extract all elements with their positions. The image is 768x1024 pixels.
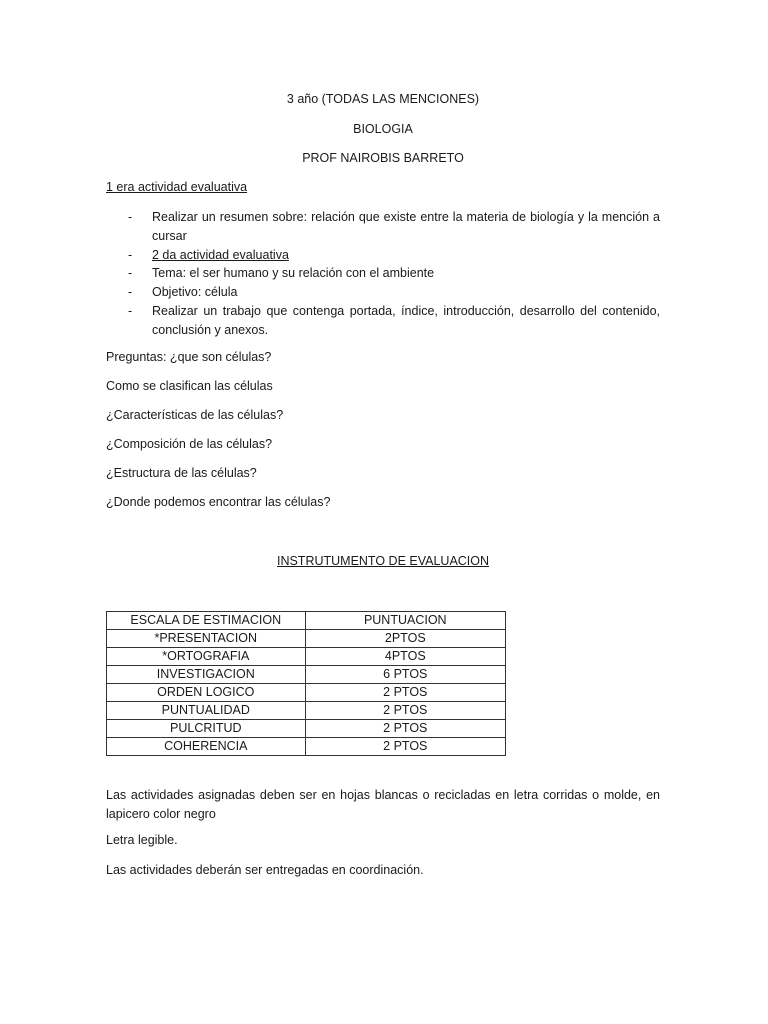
activity-list: [106, 208, 660, 340]
question-line: ¿Donde podemos encontrar las células?: [106, 495, 331, 509]
second-activity-title: 2 da actividad evaluativa: [152, 247, 289, 262]
table-cell: 2 PTOS: [305, 738, 505, 756]
bullet-dash: -: [128, 285, 133, 300]
table-header-cell: PUNTUACION: [305, 612, 505, 630]
list-item: [106, 246, 660, 265]
table-cell: *ORTOGRAFIA: [107, 648, 306, 666]
table-cell: ORDEN LOGICO: [107, 684, 306, 702]
grade-heading: 3 año (TODAS LAS MENCIONES): [286, 92, 480, 106]
list-item-text: Objetivo: célula: [152, 285, 238, 300]
table-row: [107, 720, 506, 738]
first-activity-title: 1 era actividad evaluativa: [106, 180, 248, 194]
list-item-text: Realizar un resumen sobre: relación que existe entre la materia de biología y la mención a cursar: [152, 210, 660, 243]
instrument-title: INSTRUTUMENTO DE EVALUACION: [276, 554, 490, 568]
list-item-text: Tema: el ser humano y su relación con el ambiente: [152, 266, 435, 281]
table-row: [107, 630, 506, 648]
subject-heading: BIOLOGIA: [353, 122, 413, 136]
table-cell: PUNTUALIDAD: [107, 702, 306, 720]
question-line: ¿Estructura de las células?: [106, 466, 257, 480]
evaluation-table: [106, 611, 506, 756]
table-row: [107, 738, 506, 756]
bullet-dash: -: [128, 210, 133, 224]
list-item: [106, 208, 660, 246]
table-cell: COHERENCIA: [107, 738, 306, 756]
table-cell: 2 PTOS: [305, 684, 505, 702]
list-item: [106, 264, 660, 283]
table-row: [107, 648, 506, 666]
bullet-dash: -: [128, 303, 133, 318]
note-paragraph: Letra legible.: [106, 833, 178, 847]
table-cell: *PRESENTACION: [107, 630, 306, 648]
teacher-heading: PROF NAIROBIS BARRETO: [302, 151, 464, 165]
list-item: [106, 302, 660, 340]
question-line: Como se clasifican las células: [106, 379, 273, 393]
table-cell: 4PTOS: [305, 648, 505, 666]
table-cell: 2 PTOS: [305, 720, 505, 738]
table-row: [107, 666, 506, 684]
table-row: [107, 702, 506, 720]
table-header-row: [107, 612, 506, 630]
note-paragraph: Las actividades asignadas deben ser en hojas blancas o recicladas en letra corridas o molde, en lapicero color negro: [106, 788, 660, 821]
question-line: ¿Características de las células?: [106, 408, 284, 422]
bullet-dash: -: [128, 266, 133, 281]
table-cell: 2PTOS: [305, 630, 505, 648]
table-cell: 2 PTOS: [305, 702, 505, 720]
list-item-text: Realizar un trabajo que contenga portada, índice, introducción, desarrollo del contenido, conclusión y anexos.: [152, 303, 660, 337]
list-item: [106, 283, 660, 302]
question-line: ¿Composición de las células?: [106, 437, 273, 451]
note-paragraph: Las actividades deberán ser entregadas en coordinación.: [106, 863, 424, 877]
table-cell: PULCRITUD: [107, 720, 306, 738]
table-cell: 6 PTOS: [305, 666, 505, 684]
question-line: Preguntas: ¿que son células?: [106, 350, 272, 364]
table-header-cell: ESCALA DE ESTIMACION: [107, 612, 306, 630]
bullet-dash: -: [128, 247, 133, 262]
table-cell: INVESTIGACION: [107, 666, 306, 684]
table-row: [107, 684, 506, 702]
